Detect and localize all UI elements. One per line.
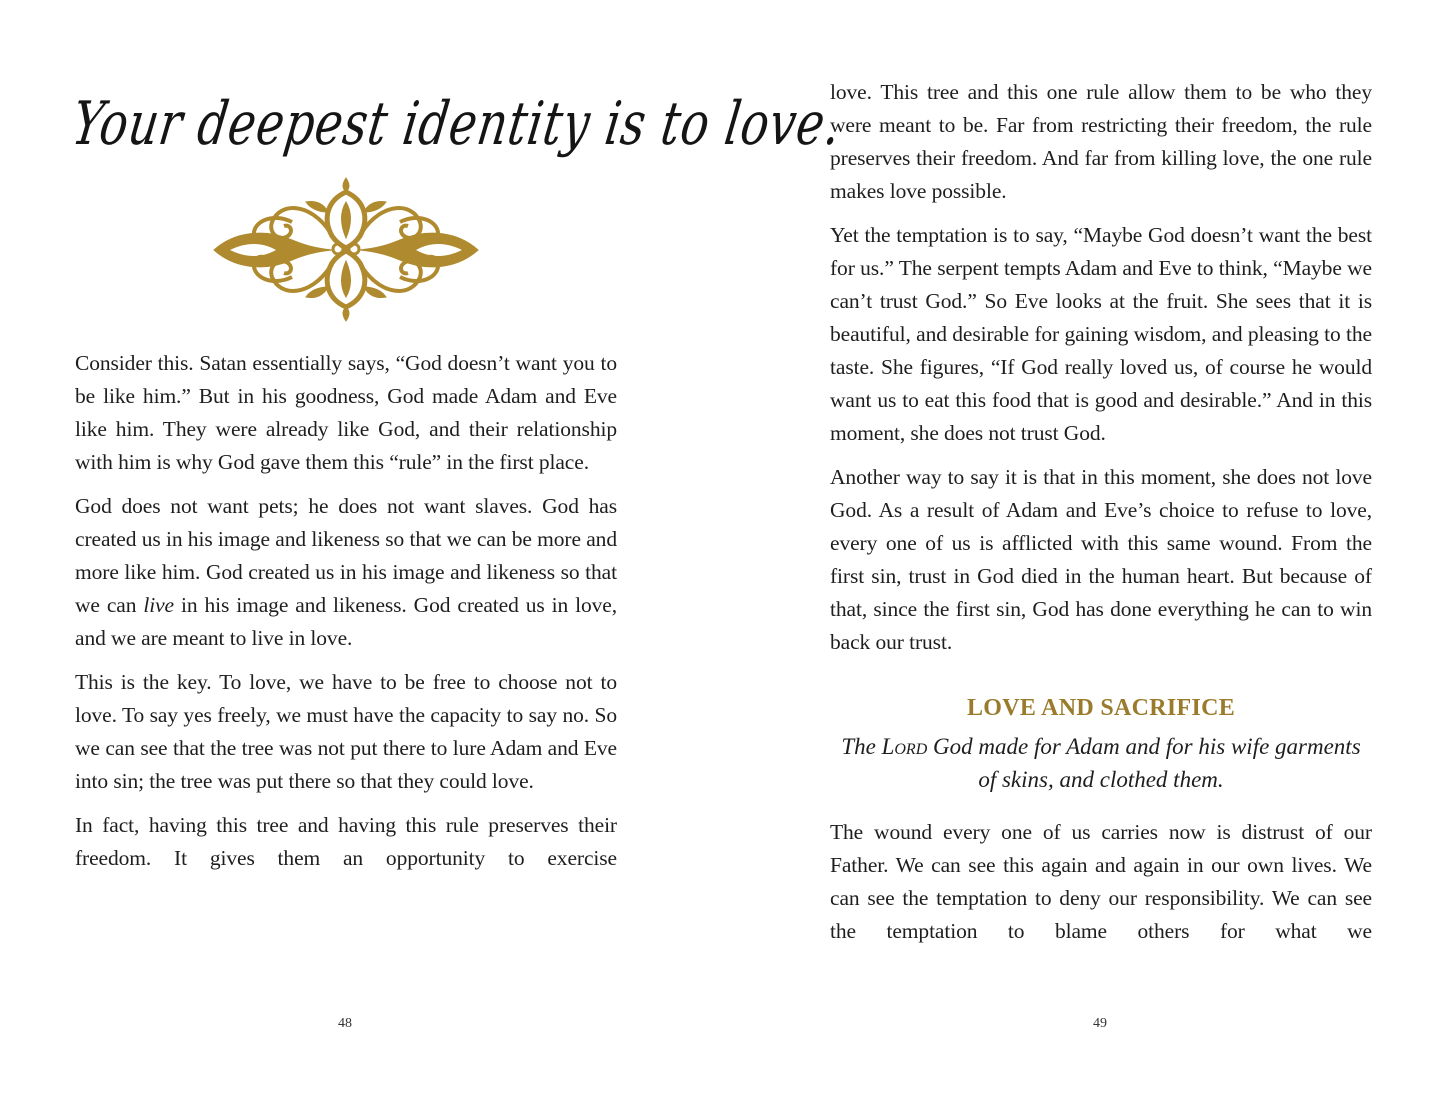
right-page-body (830, 76, 1372, 959)
paragraph-text: God does not want pets; he does not want slaves. God has created us in his image and likeness so that we can be more and more like him. God created us in his image and likeness so that we can (75, 494, 617, 617)
epigraph-small-caps: Lord (881, 734, 928, 759)
paragraph (75, 490, 617, 655)
page-number: 48 (338, 1016, 352, 1031)
paragraph-text: in his image and likeness. God created us in love, and we are meant to live in love. (75, 593, 617, 650)
emphasis-text: live (143, 593, 174, 617)
paragraph: Consider this. Satan essentially says, “God doesn’t want you to be like him.” But in his goodness, God made Adam and Eve like him. They were already like God, and their relationship with him is why God gave them this “rule” in the first place. (75, 351, 617, 474)
paragraph: The wound every one of us carries now is distrust of our Father. We can see this again and again in our own lives. We can see the temptation to deny our responsibility. We can see the temptation to blame others for what we (830, 820, 1372, 943)
paragraph: In fact, having this tree and having this rule preserves their freedom. It gives them an opportunity to exercise (75, 813, 617, 870)
paragraph: Another way to say it is that in this moment, she does not love God. As a result of Adam and Eve’s choice to refuse to love, every one of us is afflicted with this same wound. From the first sin, trust in God died in the human heart. But because of that, since the first sin, God has done everything he can to win back our trust. (830, 465, 1372, 654)
epigraph-text: God made for Adam and for his wife garments of skins, and clothed them. (927, 734, 1361, 792)
section-heading: LOVE AND SACRIFICE (966, 695, 1236, 721)
epigraph-text: The (841, 734, 882, 759)
page-number: 49 (1093, 1016, 1107, 1031)
left-page-body (75, 347, 617, 886)
gold-ornament-icon (210, 172, 482, 327)
right-page (722, 0, 1445, 1105)
chapter-quote-title: Your deepest identity is to love. (68, 88, 846, 159)
scripture-epigraph (830, 730, 1372, 796)
paragraph: love. This tree and this one rule allow them to be who they were meant to be. Far from restricting their freedom, the rule preserves their freedom. And far from killing love, the one rule makes love possible. (830, 80, 1372, 203)
paragraph: Yet the temptation is to say, “Maybe God doesn’t want the best for us.” The serpent tempts Adam and Eve to think, “Maybe we can’t trust God.” So Eve looks at the fruit. She sees that it is beautiful, and desirable for gaining wisdom, and pleasing to the taste. She figures, “If God really loved us, of course he would want us to eat this food that is good and desirable.” And in this moment, she does not trust God. (830, 223, 1372, 445)
paragraph: This is the key. To love, we have to be free to choose not to love. To say yes freely, we must have the capacity to say no. So we can see that the tree was not put there to lure Adam and Eve into sin; the tree was put there so that they could love. (75, 670, 617, 793)
